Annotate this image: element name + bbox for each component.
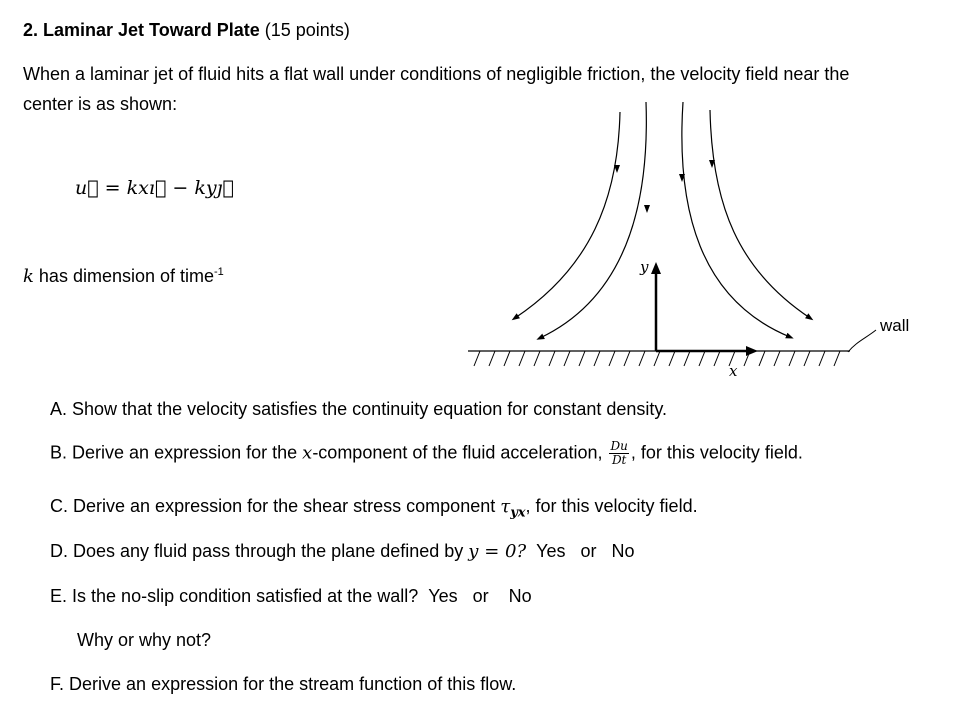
question-c-label: C. (50, 496, 68, 516)
question-c-text-post: , for this velocity field. (525, 496, 698, 516)
streamline-outer-left (515, 112, 620, 318)
shear-stress-symbol: τ (500, 496, 511, 517)
question-d-or: or (580, 541, 597, 561)
shear-stress-subscript: yx (510, 505, 526, 521)
question-b-var: x (302, 442, 313, 464)
question-b-label: B. (50, 442, 68, 463)
question-d (50, 541, 635, 562)
question-b-text-post: , for this velocity field. (630, 442, 803, 463)
question-f (50, 674, 516, 695)
question-d-label: D. (50, 541, 68, 561)
y-axis-arrow (651, 262, 661, 274)
question-e-yes: Yes (428, 586, 458, 606)
streamline-outer-right (710, 110, 810, 318)
intro-line-2: center is as shown: (23, 94, 178, 114)
question-e (50, 586, 532, 607)
fraction-numerator: Du (610, 439, 628, 453)
streamline-inner-left (540, 102, 646, 338)
wall-leader-line (848, 330, 876, 352)
question-b-text-mid: -component of the fluid acceleration, (312, 442, 608, 463)
question-b (50, 440, 803, 467)
arrowhead-inner-left (644, 205, 650, 213)
intro-line-1: When a laminar jet of fluid hits a flat wall under conditions of negligible friction, the velocity field near the (23, 64, 850, 84)
question-e-followup: Why or why not? (77, 630, 212, 650)
question-f-label: F. (50, 674, 65, 694)
wall-label: wall (880, 316, 910, 335)
material-derivative-fraction (609, 440, 628, 467)
question-a-text: Show that the velocity satisfies the continuity equation for constant density. (72, 399, 668, 419)
problem-points: (15 points) (264, 20, 350, 40)
y-axis-label: y (640, 258, 649, 276)
question-b-text-pre: Derive an expression for the (72, 442, 303, 463)
x-axis-label: x (729, 362, 738, 380)
arrowhead-outer-left (614, 165, 620, 173)
k-exponent: -1 (214, 266, 224, 278)
question-e-label: E. (50, 586, 68, 606)
question-a-label: A. (50, 399, 68, 419)
question-e-no: No (508, 586, 532, 606)
question-e-text: Is the no-slip condition satisfied at the wall? (72, 586, 419, 606)
question-d-text-pre: Does any fluid pass through the plane defined by (73, 541, 469, 561)
question-c (50, 496, 698, 521)
question-f-text: Derive an expression for the stream function of this flow. (69, 674, 517, 694)
k-dimension-text: has dimension of time (33, 266, 215, 286)
question-a (50, 399, 667, 420)
question-d-yes: Yes (536, 541, 566, 561)
question-d-equation: y = 0? (468, 541, 527, 562)
k-symbol: k (23, 266, 34, 287)
question-c-text-pre: Derive an expression for the shear stress component (73, 496, 501, 516)
velocity-equation: u⃗ = kxı⃗ − kyȷ⃗ (75, 177, 234, 199)
fraction-denominator: Dt (611, 453, 627, 467)
question-d-no: No (611, 541, 635, 561)
problem-number-title: 2. Laminar Jet Toward Plate (23, 20, 260, 40)
x-axis-arrow (746, 346, 758, 356)
wall-hatching (474, 351, 840, 366)
streamline-inner-right (682, 102, 790, 337)
question-e-or: or (472, 586, 489, 606)
